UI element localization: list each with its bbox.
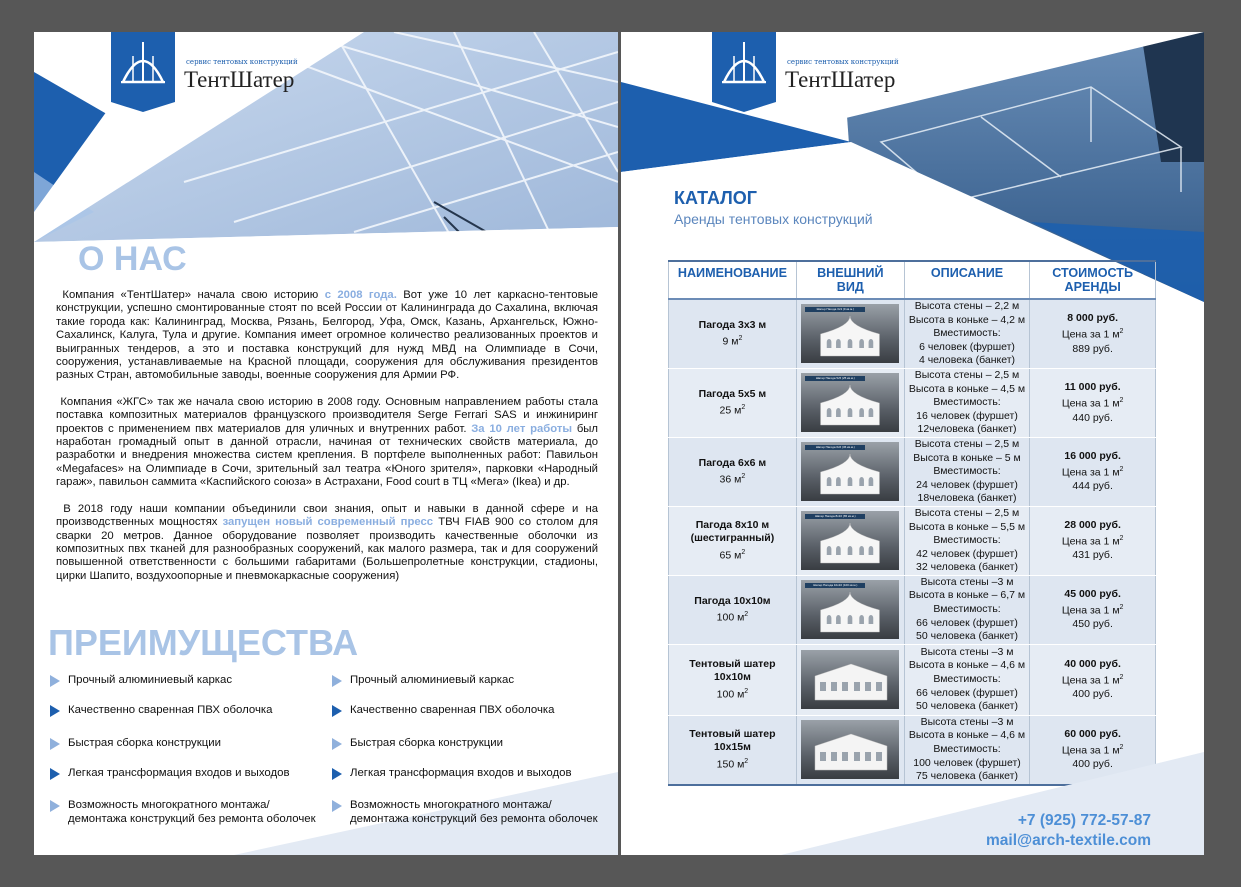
- item-area-value: 150 м: [716, 758, 745, 771]
- item-name: Пагода 5х5 м: [698, 387, 767, 400]
- desc-line: 66 человек (фуршет): [916, 686, 1018, 699]
- col-header-description: ОПИСАНИЕ: [904, 261, 1030, 299]
- left-page: [34, 32, 618, 855]
- desc-line: Высота стены – 2,5 м: [914, 368, 1020, 381]
- price-per-m2-label-text: Цена за 1 м: [1061, 397, 1120, 410]
- cell-name: [669, 644, 797, 715]
- item-area: [669, 470, 796, 487]
- advantage-item: Прочный алюминиевый каркас: [350, 674, 515, 686]
- about-paragraph-3: В 2018 году наши компании объединили свои знания, опыт и навыки в данной сфере и на производственных мощностях запущен новый современный пресс ТВЧ FIAB 900 со столом для сварки 20 метров. Данное оборудование позволяет производить качественные оболочки из композитных пвх тканей для разнообразных сооружений, как малого размера, так и для сооружений повышенной ответственности с большими габаритами (Большепролетные конструкции, стадионы, цирки Шапито, воздухоопорные и пневмокаркасные сооружения): [56, 502, 598, 582]
- catalog-table: [668, 260, 1156, 786]
- col-header-name: НАИМЕНОВАНИЕ: [669, 261, 797, 299]
- advantage-item: Прочный алюминиевый каркас: [68, 674, 233, 686]
- tent-thumbnail: [801, 442, 899, 501]
- price: 8 000 руб.: [1067, 311, 1118, 324]
- price-per-m2: 400 руб.: [1072, 688, 1113, 701]
- cell-price: [1030, 575, 1156, 644]
- catalog-subtitle: Аренды тентовых конструкций: [674, 211, 873, 227]
- tent-icon: [819, 523, 881, 565]
- desc-line: 32 человека (банкет): [916, 561, 1018, 574]
- table-row: [669, 506, 1156, 575]
- sup-2: 2: [741, 548, 746, 556]
- item-area-value: 9 м: [722, 335, 739, 348]
- desc-line: Высота в коньке – 6,7 м: [908, 589, 1026, 602]
- table-row: [669, 575, 1156, 644]
- table-row: [669, 368, 1156, 437]
- desc-line: Высота стены –3 м: [920, 645, 1014, 658]
- cell-description: [904, 506, 1030, 575]
- sup-2: 2: [744, 611, 749, 619]
- price-per-m2: 400 руб.: [1072, 758, 1113, 771]
- bullet-arrow-icon: [332, 675, 342, 687]
- about-title: О НАС: [78, 240, 187, 278]
- desc-line: Вместимость:: [933, 603, 1001, 616]
- price-per-m2: 440 руб.: [1072, 411, 1113, 424]
- col-header-view-text: ВНЕШНИЙ ВИД: [817, 266, 884, 294]
- item-name: Тентовый шатер: [689, 727, 776, 740]
- bullet-arrow-icon: [50, 675, 60, 687]
- desc-line: Высота стены – 2,5 м: [914, 506, 1020, 519]
- tent-icon: [819, 385, 881, 427]
- cell-description: [904, 437, 1030, 506]
- desc-line: 12человека (банкет): [917, 423, 1017, 436]
- sup-2: 2: [741, 404, 746, 412]
- advantage-item: Легкая трансформация входов и выходов: [350, 767, 572, 779]
- sup-2: 2: [1119, 466, 1124, 474]
- col-header-view: [796, 261, 904, 299]
- logo-badge: [712, 32, 776, 102]
- price-per-m2: 450 руб.: [1072, 618, 1113, 631]
- sup-2: 2: [1119, 674, 1124, 682]
- price-per-m2-label: [1030, 601, 1155, 618]
- cell-price: [1030, 368, 1156, 437]
- cell-image: [796, 299, 904, 368]
- cell-image: [796, 368, 904, 437]
- item-name-2: 10х10м: [713, 671, 751, 684]
- bullet-arrow-icon: [332, 738, 342, 750]
- cell-price: [1030, 506, 1156, 575]
- desc-line: Высота в коньке – 5,5 м: [908, 520, 1026, 533]
- bullet-arrow-icon: [332, 705, 342, 717]
- logo-tagline: сервис тентовых конструкций: [787, 58, 899, 66]
- tent-thumbnail: [801, 580, 899, 639]
- thumbnail-caption: Шатер Пагода 6х6 (36 кв.м.): [805, 445, 865, 450]
- price-per-m2-label-text: Цена за 1 м: [1061, 535, 1120, 548]
- price: 28 000 руб.: [1064, 518, 1121, 531]
- price-per-m2-label: [1030, 532, 1155, 549]
- price: 60 000 руб.: [1064, 727, 1121, 740]
- thumbnail-caption: Шатер Пагода 10х10 (100 кв.м.): [805, 583, 865, 588]
- thumbnail-caption: Шатер Пагода 3х3 (9 кв.м.): [805, 307, 865, 312]
- advantage-item: Быстрая сборка конструкции: [68, 737, 221, 749]
- desc-line: Высота в коньке – 4,6 м: [908, 729, 1026, 742]
- contact-email[interactable]: mail@arch-textile.com: [985, 832, 1151, 849]
- bullet-arrow-icon: [50, 738, 60, 750]
- price-per-m2-label: [1030, 671, 1155, 688]
- advantages-title: ПРЕИМУЩЕСТВА: [48, 622, 359, 663]
- desc-line: 24 человек (фуршет): [916, 478, 1018, 491]
- advantage-item: Легкая трансформация входов и выходов: [68, 767, 290, 779]
- cell-price: [1030, 299, 1156, 368]
- desc-line: Высота в коньке – 5 м: [913, 451, 1021, 464]
- tent-logo-icon: [111, 32, 175, 102]
- table-row: [669, 437, 1156, 506]
- sup-2: 2: [1119, 397, 1124, 405]
- price-per-m2-label: [1030, 325, 1155, 342]
- desc-line: Высота стены – 2,5 м: [914, 437, 1020, 450]
- logo-name: ТентШатер: [785, 67, 896, 92]
- col-header-price-text: СТОИМОСТЬ АРЕНДЫ: [1052, 266, 1134, 294]
- cell-price: [1030, 644, 1156, 715]
- desc-line: 66 человек (фуршет): [916, 616, 1018, 629]
- desc-line: Высота в коньке – 4,6 м: [908, 659, 1026, 672]
- logo-name: ТентШатер: [184, 67, 295, 92]
- advantage-item: Возможность многократного монтажа/ демонтажа конструкций без ремонта оболочек: [68, 799, 316, 825]
- table-header-row: [669, 261, 1156, 299]
- tent-icon: [819, 592, 881, 634]
- sup-2: 2: [744, 757, 749, 765]
- logo-badge: [111, 32, 175, 102]
- cell-description: [904, 575, 1030, 644]
- price-per-m2-label-text: Цена за 1 м: [1061, 674, 1120, 687]
- bullet-arrow-icon: [50, 768, 60, 780]
- price-per-m2-label-text: Цена за 1 м: [1061, 744, 1120, 757]
- price: 45 000 руб.: [1064, 587, 1121, 600]
- item-name: Тентовый шатер: [689, 657, 776, 670]
- cell-description: [904, 368, 1030, 437]
- sup-2: 2: [1119, 604, 1124, 612]
- price-per-m2-label-text: Цена за 1 м: [1061, 466, 1120, 479]
- desc-line: Вместимость:: [933, 673, 1001, 686]
- thumbnail-caption: Шатер Пагода 5х5 (25 кв.м.): [805, 376, 865, 381]
- desc-line: 100 человек (фуршет): [913, 756, 1021, 769]
- item-name-2: (шестигранный): [690, 532, 775, 545]
- thumbnail-caption: Шатер Пагода 8х10 (65 кв.м.): [805, 514, 865, 519]
- sup-2: 2: [744, 687, 749, 695]
- tent-thumbnail: [801, 373, 899, 432]
- col-header-price: [1030, 261, 1156, 299]
- price-per-m2-label-text: Цена за 1 м: [1061, 604, 1120, 617]
- item-area: [669, 546, 796, 563]
- advantage-item: Качественно сваренная ПВХ оболочка: [68, 704, 273, 716]
- item-name: Пагода 10х10м: [694, 594, 771, 607]
- item-name: Пагода 3х3 м: [698, 318, 767, 331]
- desc-line: Вместимость:: [933, 465, 1001, 478]
- price-per-m2: 889 руб.: [1072, 342, 1113, 355]
- sup-2: 2: [1119, 744, 1124, 752]
- cell-name: [669, 506, 797, 575]
- about-body: [56, 289, 598, 596]
- cell-image: [796, 506, 904, 575]
- desc-line: Высота стены –3 м: [920, 715, 1014, 728]
- item-area-value: 25 м: [719, 404, 742, 417]
- price: 40 000 руб.: [1064, 657, 1121, 670]
- desc-line: Высота в коньке – 4,5 м: [908, 382, 1026, 395]
- tent-icon: [819, 454, 881, 496]
- desc-line: 16 человек (фуршет): [916, 409, 1018, 422]
- desc-line: Высота стены –3 м: [920, 575, 1014, 588]
- item-area: [669, 401, 796, 418]
- desc-line: 42 человек (фуршет): [916, 547, 1018, 560]
- cell-name: [669, 299, 797, 368]
- desc-line: Вместимость:: [933, 534, 1001, 547]
- desc-line: Высота в коньке – 4,2 м: [908, 313, 1026, 326]
- about-paragraph-2: Компания «ЖГС» так же начала свою историю в 2008 году. Основным направлением работы стала поставка композитных материалов французского производителя Serge Ferrari SAS и инжиниринг проектов с применением пвх материалов для уличных и внутренних работ. За 10 лет работы был наработан громадный опыт в данной отрасли, начиная от технических свойств материала, до разработки и внедрения множества систем крепления. В портфеле выполненных работ: Павильон «Megafaces» на Олимпиаде в Сочи, зрительный зал театра «Юного зрителя», парковки «Народный гараж», павильон саммита «Каспийского союза» в Астрахани, Food court в ТЦ «Мега» (Ikea) и др.: [56, 395, 598, 489]
- price: 11 000 руб.: [1064, 380, 1121, 393]
- cell-price: [1030, 437, 1156, 506]
- item-area-value: 65 м: [719, 549, 742, 562]
- bullet-arrow-icon: [332, 768, 342, 780]
- right-page: [621, 32, 1204, 855]
- cell-description: [904, 644, 1030, 715]
- cell-image: [796, 575, 904, 644]
- tent-icon: [811, 662, 891, 704]
- cell-name: [669, 575, 797, 644]
- desc-line: Вместимость:: [933, 743, 1001, 756]
- price-per-m2-label: [1030, 463, 1155, 480]
- desc-line: 6 человек (фуршет): [919, 340, 1015, 353]
- sup-2: 2: [738, 335, 743, 343]
- cell-image: [796, 437, 904, 506]
- advantage-item: Качественно сваренная ПВХ оболочка: [350, 704, 555, 716]
- desc-line: 50 человека (банкет): [916, 700, 1018, 713]
- about-paragraph-1: Компания «ТентШатер» начала свою историю с 2008 года. Вот уже 10 лет каркасно-тентовые конструкции, успешно смонтированные стоят по всей России от Калининграда до Сахалина, включая такие города как: Калининград, Москва, Рязань, Белгород, Уфа, Омск, Казань, Архангельск, Южно-Сахалинск, Калуга, Тула и другие. Компания имеет огромное количество реализованных проектов и выигранных тендеров, а это и поставка конструкций для нужд МВД на Олимпиаде в Сочи, сооружения, устанавливаемые на Красной площади, сооружения для обслуживания президентов разных Стран, автомобильные заводы, военные сооружения для Армии РФ.: [56, 289, 598, 382]
- item-area: [669, 332, 796, 349]
- tent-thumbnail: [801, 650, 899, 709]
- desc-line: Вместимость:: [933, 327, 1001, 340]
- cell-name: [669, 368, 797, 437]
- price-per-m2: 444 руб.: [1072, 480, 1113, 493]
- item-area: [669, 608, 796, 625]
- tent-logo-icon: [712, 32, 776, 102]
- price-per-m2-label-text: Цена за 1 м: [1061, 328, 1120, 341]
- sup-2: 2: [741, 473, 746, 481]
- desc-line: 50 человека (банкет): [916, 630, 1018, 643]
- cell-name: [669, 437, 797, 506]
- tent-icon: [819, 316, 881, 358]
- price: 16 000 руб.: [1064, 449, 1121, 462]
- item-area: [669, 685, 796, 702]
- advantage-item: Возможность многократного монтажа/ демонтажа конструкций без ремонта оболочек: [350, 799, 598, 825]
- item-area-value: 36 м: [719, 473, 742, 486]
- item-area-value: 100 м: [716, 688, 745, 701]
- logo-tagline: сервис тентовых конструкций: [186, 58, 298, 66]
- bullet-arrow-icon: [332, 800, 342, 812]
- cell-description: [904, 299, 1030, 368]
- item-area-value: 100 м: [716, 611, 745, 624]
- advantage-item: Быстрая сборка конструкции: [350, 737, 503, 749]
- sup-2: 2: [1119, 535, 1124, 543]
- item-name: Пагода 8х10 м: [695, 518, 770, 531]
- table-row: [669, 644, 1156, 715]
- price-per-m2-label: [1030, 394, 1155, 411]
- desc-line: 4 человека (банкет): [918, 354, 1016, 367]
- tent-thumbnail: [801, 511, 899, 570]
- item-name-2: 10х15м: [713, 741, 751, 754]
- price-per-m2: 431 руб.: [1072, 549, 1113, 562]
- desc-line: Вместимость:: [933, 396, 1001, 409]
- desc-line: 75 человека (банкет): [916, 770, 1018, 783]
- desc-line: 18человека (банкет): [917, 492, 1017, 505]
- cell-image: [796, 644, 904, 715]
- bullet-arrow-icon: [50, 800, 60, 812]
- tent-thumbnail: [801, 304, 899, 363]
- desc-line: Высота стены – 2,2 м: [914, 300, 1020, 312]
- catalog-title: КАТАЛОГ: [674, 188, 758, 208]
- item-name: Пагода 6х6 м: [698, 456, 767, 469]
- bullet-arrow-icon: [50, 705, 60, 717]
- contact-phone[interactable]: +7 (925) 772-57-87: [1017, 812, 1151, 829]
- table-row: [669, 299, 1156, 368]
- sup-2: 2: [1119, 328, 1124, 336]
